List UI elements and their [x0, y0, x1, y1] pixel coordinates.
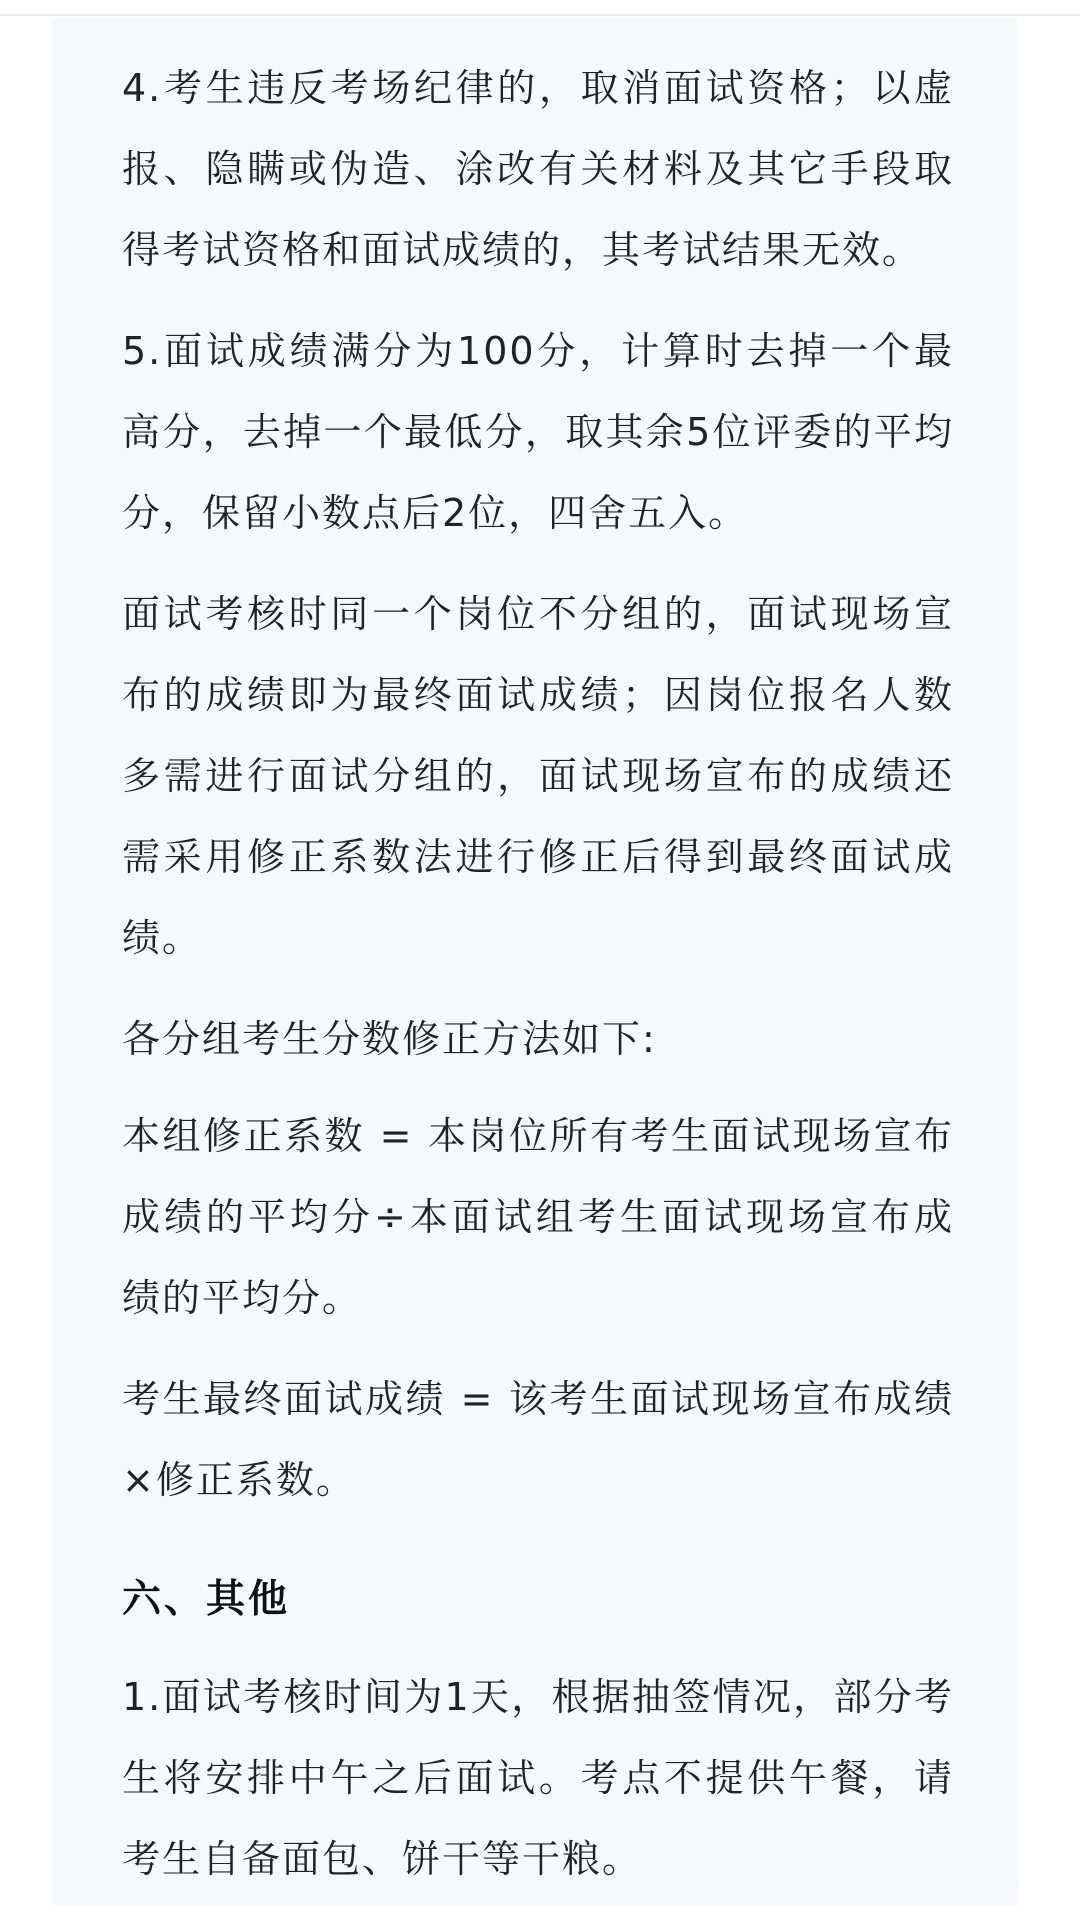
paragraph-final-score: 考生最终面试成绩 = 该考生面试现场宣布成绩×修正系数。 — [122, 1377, 954, 1502]
paragraph-other-1: 1.面试考核时间为1天，根据抽签情况，部分考生将安排中午之后面试。考点不提供午餐，请考生自备面包、饼干等干粮。 — [122, 1675, 954, 1881]
paragraph-rule-4: 4.考生违反考场纪律的，取消面试资格；以虚报、隐瞒或伪造、涂改有关材料及其它手段取得考试资格和面试成绩的，其考试结果无效。 — [122, 66, 954, 272]
section-heading-other: 六、其他 — [122, 1577, 291, 1622]
paragraph-rule-5: 5.面试成绩满分为100分，计算时去掉一个最高分，去掉一个最低分，取其余5位评委的平均分，保留小数点后2位，四舍五入。 — [122, 329, 954, 535]
article-content — [122, 48, 954, 1920]
paragraph-correction-coefficient: 本组修正系数 = 本岗位所有考生面试现场宣布成绩的平均分÷本面试组考生面试现场宣布成绩的平均分。 — [122, 1114, 954, 1320]
paragraph-correction-method: 各分组考生分数修正方法如下: — [122, 1017, 657, 1061]
bottom-edge — [0, 1906, 1080, 1920]
paragraph-score-grouping: 面试考核时同一个岗位不分组的，面试现场宣布的成绩即为最终面试成绩；因岗位报名人数多需进行面试分组的，面试现场宣布的成绩还需采用修正系数法进行修正后得到最终面试成绩。 — [122, 592, 954, 960]
article-body — [52, 18, 1018, 1920]
top-divider — [0, 14, 1080, 16]
